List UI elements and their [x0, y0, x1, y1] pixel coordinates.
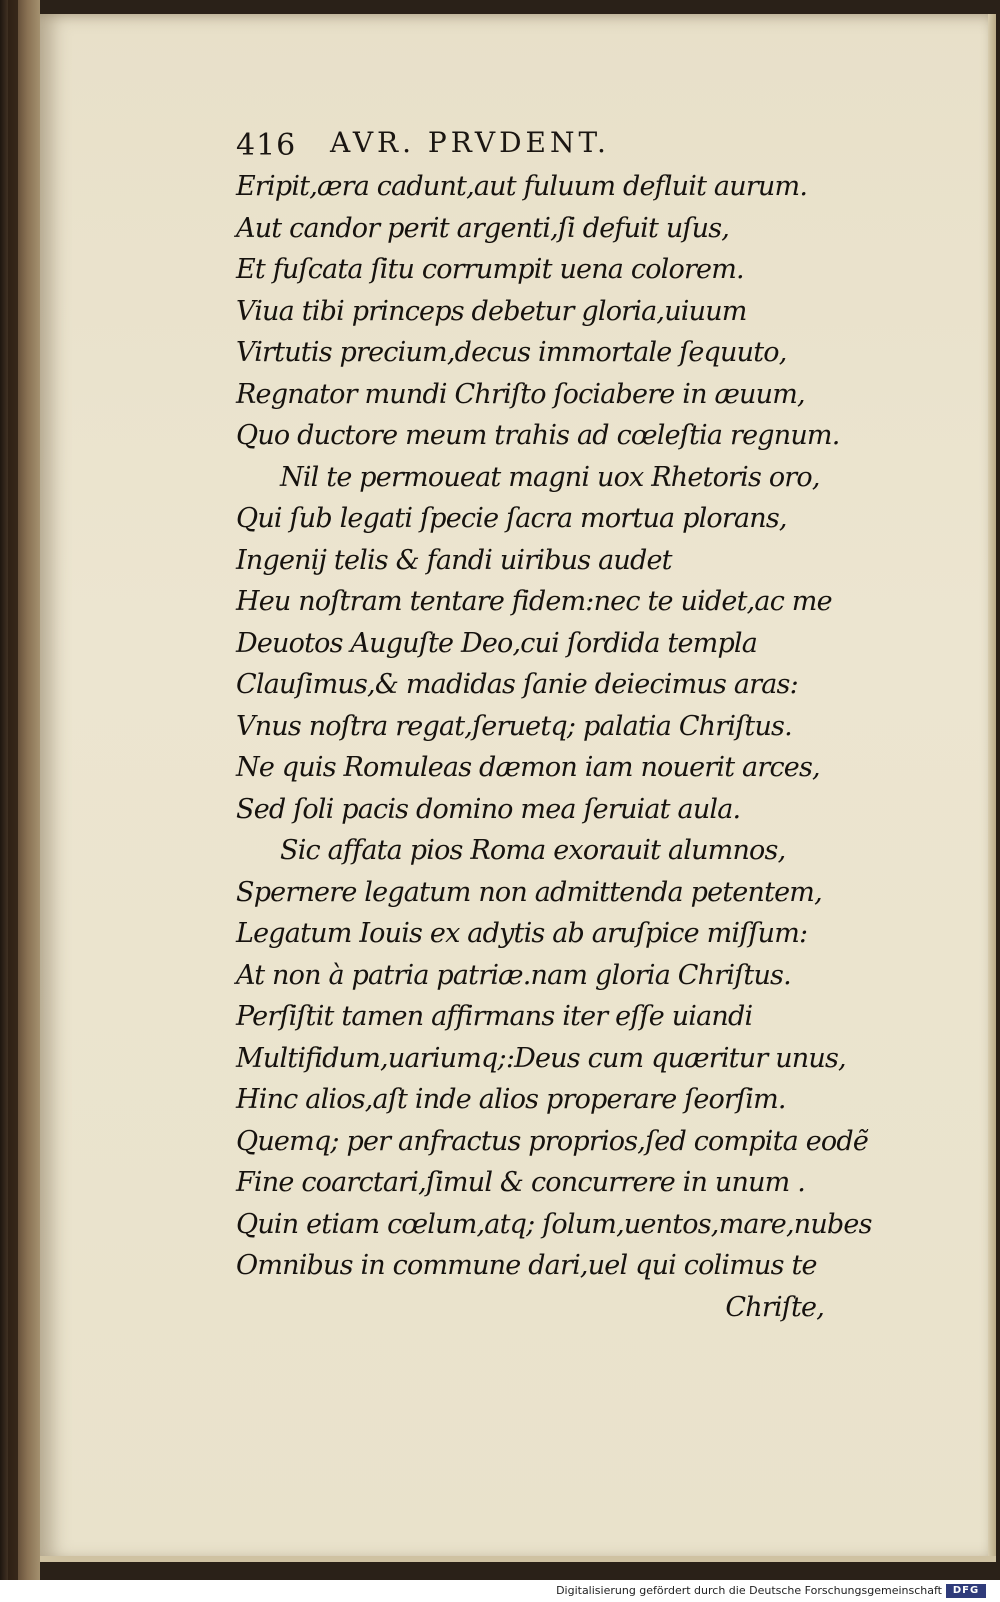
verse-line: Vnus noſtra regat,ſeruetq; palatia Chriſtus. [236, 710, 792, 742]
verse-line: Eripit,æra cadunt,aut fuluum defluit aurum. [236, 171, 808, 202]
book-binding [0, 0, 40, 1580]
verse-block [236, 166, 936, 1328]
verse-line: Quo ductore meum trahis ad cœleſtia regnum. [236, 420, 840, 451]
verse-line: Ne quis Romuleas dæmon iam nouerit arces, [236, 752, 820, 783]
verse-line: Spernere legatum non admittenda petentem, [236, 876, 822, 908]
verse-line: At non à patria patriæ.nam gloria Chriſtus. [236, 959, 791, 991]
running-title: AVR. PRVDENT. [330, 126, 610, 159]
verse-line: Omnibus in commune dari,uel qui colimus te [236, 1250, 817, 1281]
verse-line: Multifidum,uariumq;:Deus cum quæritur unus, [236, 1042, 846, 1074]
verse-line: Nil te permoueat magni uox Rhetoris oro, [280, 461, 820, 493]
funding-credit: Digitalisierung gefördert durch die Deutsche Forschungsgemeinschaft [556, 1584, 942, 1597]
verse-line: Sic affata pios Roma exorauit alumnos, [280, 835, 786, 866]
running-head [236, 124, 796, 168]
page-edge-bottom [40, 1556, 996, 1562]
verse-line: Legatum Iouis ex adytis ab aruſpice miſſum: [236, 918, 808, 949]
verse-line: Heu noſtram tentare fidem:nec te uidet,ac me [236, 586, 832, 617]
verse-line: Fine coarctari,ſimul & concurrere in unum . [236, 1167, 806, 1198]
verse-line: Hinc alios,aſt inde alios properare ſeorſim. [236, 1084, 786, 1115]
verse-line: Et fuſcata ſitu corrumpit uena colorem. [236, 254, 744, 285]
verse-line: Viua tibi princeps debetur gloria,uiuum [236, 295, 747, 327]
footer-bar [0, 1580, 1000, 1602]
verse-line: Perſiſtit tamen affirmans iter eſſe uiandi [236, 1001, 753, 1032]
verse-line: Deuotos Auguſte Deo,cui ſordida templa [236, 627, 758, 659]
verse-line: Regnator mundi Chriſto ſociabere in æuum, [236, 378, 805, 410]
verse-line: Quin etiam cœlum,atq; ſolum,uentos,mare,nubes [236, 1208, 872, 1240]
verse-line: Ingenij telis & fandi uiribus audet [236, 544, 672, 576]
verse-line: Quemq; per anfractus proprios,ſed compita eodẽ [236, 1125, 869, 1157]
catchword: Chriſte, [725, 1291, 824, 1323]
dfg-logo-icon: DFG [946, 1584, 986, 1598]
verse-line: Aut candor perit argenti,ſi defuit uſus, [236, 212, 730, 244]
binding-shadow [8, 0, 18, 1580]
verse-line: Virtutis precium,decus immortale ſequuto, [236, 337, 787, 368]
verse-line: Clauſimus,& madidas ſanie deiecimus aras: [236, 669, 798, 700]
verse-line: Sed ſoli pacis domino mea ſeruiat aula. [236, 793, 741, 825]
page-edge-right [988, 14, 996, 1562]
verse-line: Qui ſub legati ſpecie ſacra mortua plorans, [236, 503, 787, 534]
page-number: 416 [236, 128, 297, 163]
